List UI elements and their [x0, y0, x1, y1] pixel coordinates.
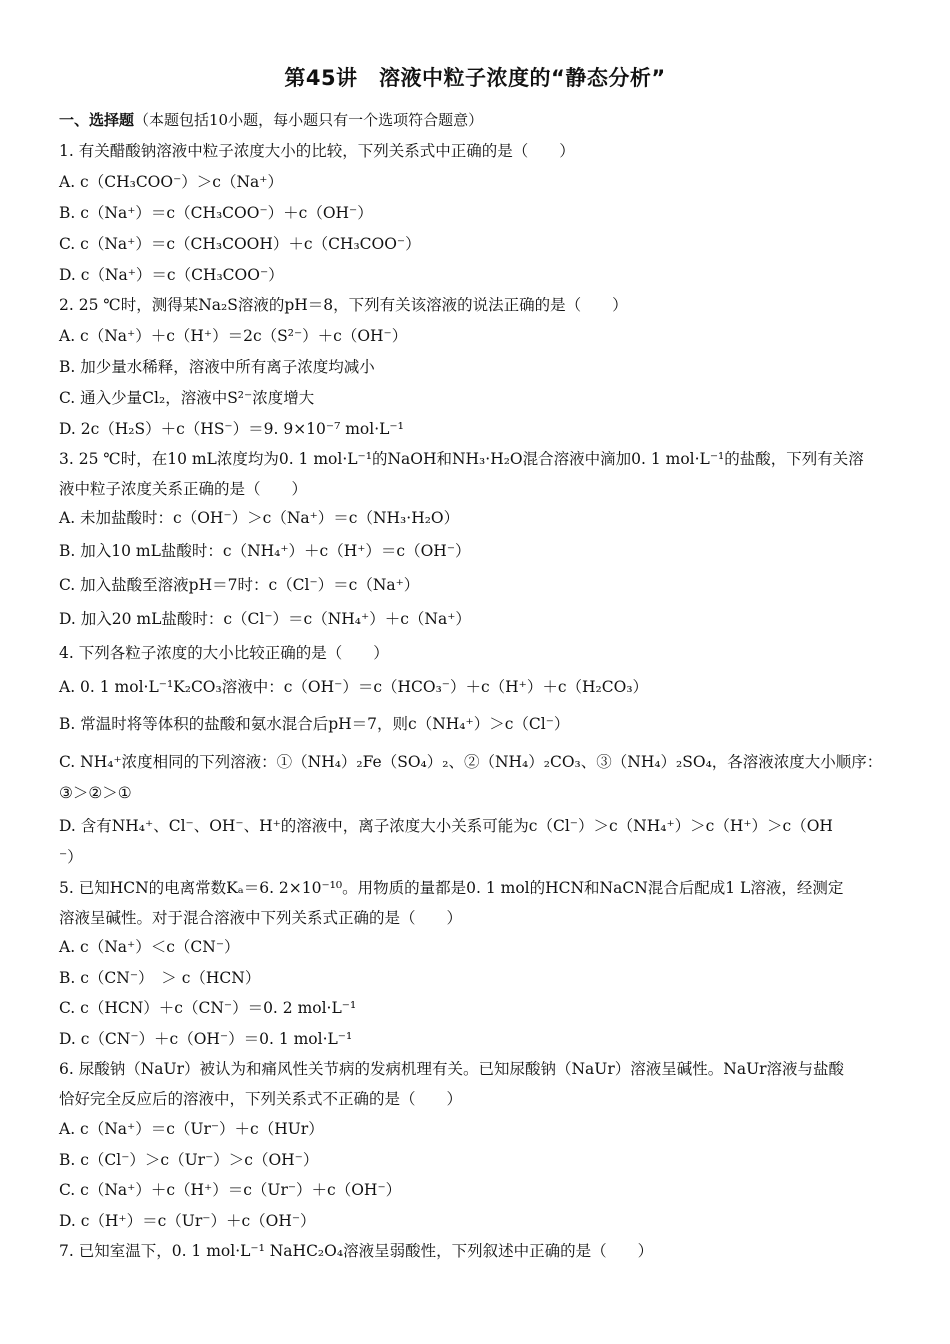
q3-option-d: D. 加入20 mL盐酸时：c（Cl⁻）＝c（NH₄⁺）＋c（Na⁺）	[59, 610, 471, 628]
question-5: 5. 已知HCN的电离常数Kₐ＝6. 2×10⁻¹⁰。用物质的量都是0. 1 mol的HCN和NaCN混合后配成1 L溶液，经测定	[59, 879, 844, 897]
question-1: 1. 有关醋酸钠溶液中粒子浓度大小的比较，下列关系式中正确的是（ ）	[59, 142, 575, 160]
page-title: 第45讲 溶液中粒子浓度的“静态分析”	[284, 66, 666, 90]
q6-option-a: A. c（Na⁺）＝c（Ur⁻）＋c（HUr）	[59, 1120, 324, 1138]
question-3: 3. 25 ℃时，在10 mL浓度均为0. 1 mol·L⁻¹的NaOH和NH₃·H₂O混合溶液中滴加0. 1 mol·L⁻¹的盐酸，下列有关溶	[59, 450, 864, 468]
q4-option-d: D. 含有NH₄⁺、Cl⁻、OH⁻、H⁺的溶液中，离子浓度大小关系可能为c（Cl⁻）＞c（NH₄⁺）＞c（H⁺）＞c（OH	[59, 817, 833, 835]
q4-option-b: B. 常温时将等体积的盐酸和氨水混合后pH＝7，则c（NH₄⁺）＞c（Cl⁻）	[59, 715, 570, 733]
q2-option-b: B. 加少量水稀释，溶液中所有离子浓度均减小	[59, 358, 375, 376]
q4-option-c: C. NH₄⁺浓度相同的下列溶液：①（NH₄）₂Fe（SO₄）₂、②（NH₄）₂CO₃、③（NH₄）₂SO₄，各溶液浓度大小顺序：	[59, 753, 883, 771]
q1-option-c: C. c（Na⁺）＝c（CH₃COOH）＋c（CH₃COO⁻）	[59, 235, 421, 253]
question-7: 7. 已知室温下，0. 1 mol·L⁻¹ NaHC₂O₄溶液呈弱酸性，下列叙述中正确的是（ ）	[59, 1242, 654, 1260]
q2-option-a: A. c（Na⁺）＋c（H⁺）＝2c（S²⁻）＋c（OH⁻）	[59, 327, 408, 345]
q2-option-d: D. 2c（H₂S）＋c（HS⁻）＝9. 9×10⁻⁷ mol·L⁻¹	[59, 420, 404, 438]
q3-option-a: A. 未加盐酸时：c（OH⁻）＞c（Na⁺）＝c（NH₃·H₂O）	[59, 509, 460, 527]
section-label: 一、选择题	[59, 111, 135, 129]
q1-option-b: B. c（Na⁺）＝c（CH₃COO⁻）＋c（OH⁻）	[59, 204, 373, 222]
q5-option-a: A. c（Na⁺）＜c（CN⁻）	[59, 938, 240, 956]
q3-option-b: B. 加入10 mL盐酸时：c（NH₄⁺）＋c（H⁺）＝c（OH⁻）	[59, 542, 471, 560]
q5-option-b: B. c（CN⁻） ＞ c（HCN）	[59, 969, 261, 987]
section-heading	[59, 110, 894, 130]
q1-option-a: A. c（CH₃COO⁻）＞c（Na⁺）	[59, 173, 283, 191]
question-5-cont: 溶液呈碱性。对于混合溶液中下列关系式正确的是（ ）	[59, 909, 463, 927]
q4-option-c-cont: ③＞②＞①	[59, 784, 132, 802]
q4-option-d-cont: ⁻）	[59, 848, 83, 866]
q4-option-a: A. 0. 1 mol·L⁻¹K₂CO₃溶液中：c（OH⁻）＝c（HCO₃⁻）＋c（H⁺）＋c（H₂CO₃）	[59, 678, 649, 696]
q1-option-d: D. c（Na⁺）＝c（CH₃COO⁻）	[59, 266, 284, 284]
q5-option-d: D. c（CN⁻）＋c（OH⁻）＝0. 1 mol·L⁻¹	[59, 1030, 353, 1048]
q5-option-c: C. c（HCN）＋c（CN⁻）＝0. 2 mol·L⁻¹	[59, 999, 357, 1017]
question-2: 2. 25 ℃时，测得某Na₂S溶液的pH＝8，下列有关该溶液的说法正确的是（ ）	[59, 296, 628, 314]
question-3-cont: 液中粒子浓度关系正确的是（ ）	[59, 480, 308, 498]
question-6-cont: 恰好完全反应后的溶液中，下列关系式不正确的是（ ）	[59, 1090, 463, 1108]
question-4: 4. 下列各粒子浓度的大小比较正确的是（ ）	[59, 644, 389, 662]
question-6: 6. 尿酸钠（NaUr）被认为和痛风性关节病的发病机理有关。已知尿酸钠（NaUr）溶液呈碱性。NaUr溶液与盐酸	[59, 1060, 845, 1078]
q6-option-c: C. c（Na⁺）＋c（H⁺）＝c（Ur⁻）＋c（OH⁻）	[59, 1181, 402, 1199]
q6-option-d: D. c（H⁺）＝c（Ur⁻）＋c（OH⁻）	[59, 1212, 316, 1230]
q2-option-c: C. 通入少量Cl₂，溶液中S²⁻浓度增大	[59, 389, 315, 407]
section-note: （本题包括10小题，每小题只有一个选项符合题意）	[134, 111, 484, 129]
q6-option-b: B. c（Cl⁻）＞c（Ur⁻）＞c（OH⁻）	[59, 1151, 319, 1169]
q3-option-c: C. 加入盐酸至溶液pH＝7时：c（Cl⁻）＝c（Na⁺）	[59, 576, 420, 594]
